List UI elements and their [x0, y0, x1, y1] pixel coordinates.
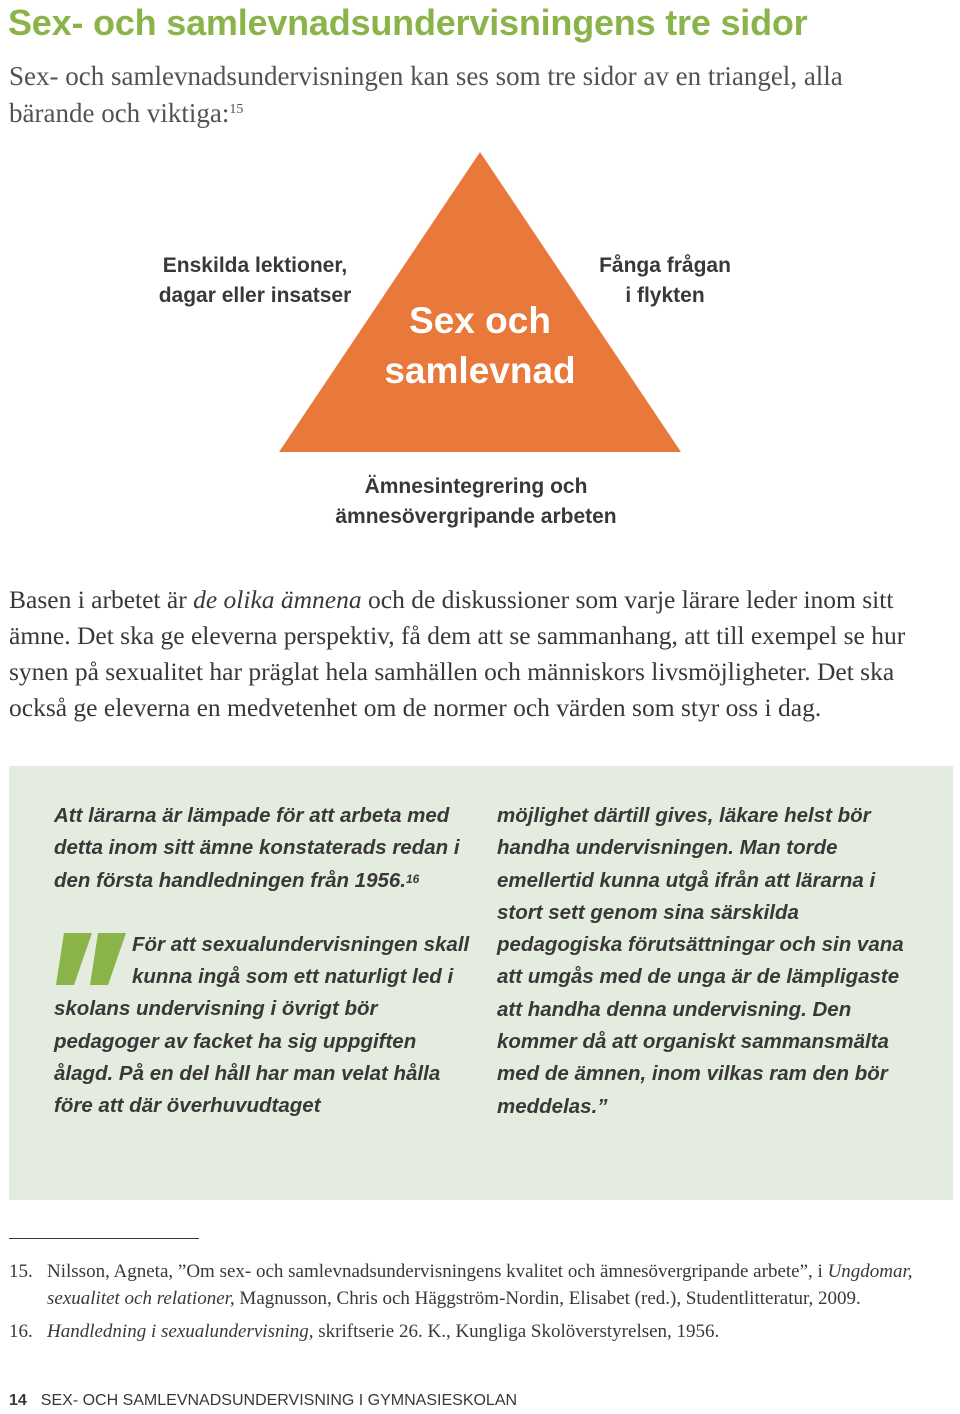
intro-paragraph: [9, 58, 909, 132]
quote-text-left: För att sexualundervisningen skall kunna ingå som ett naturligt led i skolans undervisning i övrigt bör pedagoger av facket ha sig uppgiften ålagd. På en del håll har man velat hålla före att där överhuvudtaget: [54, 932, 470, 1118]
quote-box: [9, 766, 953, 1200]
body-emphasis: de olika ämnena: [193, 585, 362, 614]
footnote-15: [9, 1258, 953, 1312]
footnote-16: [9, 1318, 953, 1345]
page-footer: [9, 1392, 517, 1410]
triangle-bottom-label: [276, 472, 676, 532]
quote-box-intro-text: Att lärarna är lämpade för att arbeta med detta inom sitt ämne konstaterads redan i den första handledningen från 1956.: [54, 804, 460, 892]
triangle-bottom-line1: Ämnesintegrering och: [364, 475, 588, 498]
triangle-center-label: [340, 296, 620, 396]
triangle-left-line2: dagar eller insatser: [158, 284, 352, 307]
body-paragraph: [9, 582, 954, 726]
footnote-number: 16.: [9, 1321, 33, 1342]
quote-column-left: [54, 800, 474, 1123]
footnote-text: Magnusson, Chris och Häggström-Nordin, Elisabet (red.), Studentlitteratur, 2009.: [234, 1288, 861, 1309]
body-text-part1: Basen i arbetet är: [9, 585, 194, 614]
footnote-text: Nilsson, Agneta, ”Om sex- och samlevnadsundervisningens kvalitet och ämnesövergripande arbete”, i: [47, 1261, 828, 1282]
quote-column-right: [497, 800, 917, 1123]
footnotes: [9, 1258, 953, 1351]
footnote-ref-16: 16: [405, 871, 420, 886]
quote-box-intro: [54, 800, 474, 897]
triangle-left-label: [130, 251, 380, 311]
footnote-title: Handledning i sexualundervisning,: [47, 1321, 314, 1342]
intro-text: Sex- och samlevnadsundervisningen kan ses som tre sidor av en triangel, alla bärande och viktiga:: [9, 61, 843, 128]
page-heading: Sex- och samlevnadsundervisningens tre sidor: [8, 2, 808, 43]
footnote-number: 15.: [9, 1261, 33, 1282]
triangle-right-line2: i flykten: [625, 284, 705, 307]
triangle-center-line1: Sex och: [409, 300, 551, 341]
footnote-divider: [9, 1238, 199, 1239]
triangle-right-line1: Fånga frågan: [599, 254, 731, 277]
quote-mark-icon: [54, 933, 132, 991]
footnote-ref-15: 15: [229, 102, 244, 117]
triangle-left-line1: Enskilda lektioner,: [162, 254, 348, 277]
footnote-title: Ungdomar, sexualitet och relationer,: [47, 1261, 913, 1309]
triangle-bottom-line2: ämnesövergripande arbeten: [335, 505, 617, 528]
triangle-right-label: [560, 251, 770, 311]
running-title: SEX- OCH SAMLEVNADSUNDERVISNING I GYMNASIESKOLAN: [40, 1392, 518, 1409]
body-text-part2: och de diskussioner som varje lärare leder inom sitt ämne. Det ska ge eleverna perspektiv, få dem att se sammanhang, att till exempel se hur synen på sexualitet har präglat hela samhällen och människors livsmöjligheter. Det ska också ge eleverna en medvetenhet om de normer och värden som styr oss i dag.: [9, 585, 906, 722]
quote-text-right: möjlighet därtill gives, läkare helst bör handha undervisningen. Man torde emellertid kunna utgå ifrån att lärarna i stort sett genom sina särskilda pedagogiska förutsättningar och sin vana att umgås med de unga är de lämpligaste att handha denna undervisning. Den kommer då att organiskt sammansmälta med de ämnen, inom vilkas ram den bör meddelas.”: [497, 804, 904, 1118]
triangle-center-line2: samlevnad: [384, 350, 576, 391]
footnote-text: skriftserie 26. K., Kungliga Skolöverstyrelsen, 1956.: [313, 1321, 720, 1342]
page-number: 14: [9, 1392, 27, 1409]
